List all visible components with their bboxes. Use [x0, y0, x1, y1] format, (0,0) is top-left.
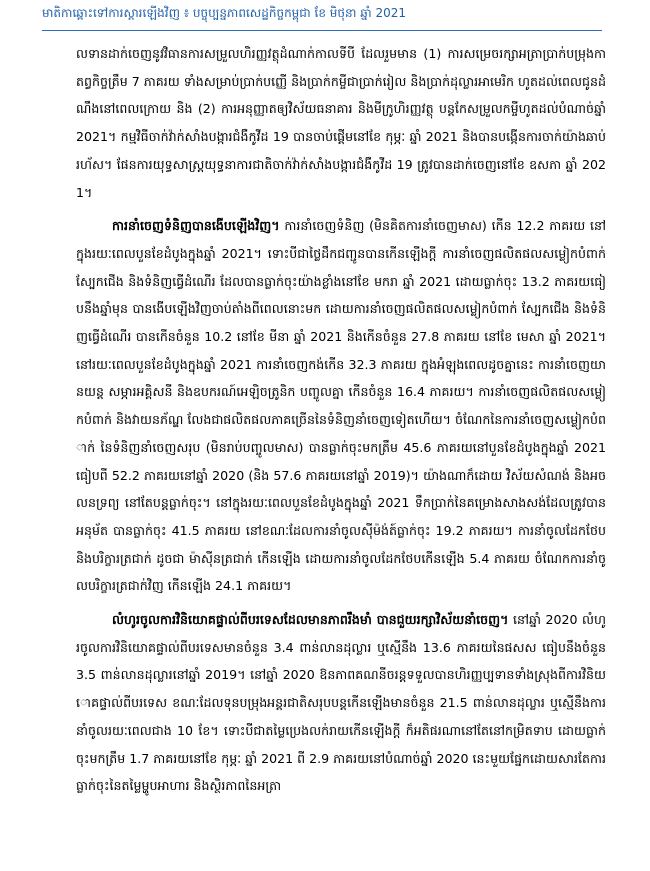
paragraph-fdi-inflows	[76, 606, 606, 800]
paragraph-lead: លំហូរចូលការវិនិយោគផ្ទាល់ពីបរទេសដែលមានភាពរឹងមាំ បានជួយរក្សាវិស័យនាំចេញ។	[112, 612, 509, 628]
document-body	[76, 40, 606, 806]
paragraph-text: លទានដាក់ចេញនូវវិធានការសម្រួលហិរញ្ញវត្ថុដំណាក់កាលទីបី ដែលរួមមាន (1) ការសម្រេចរក្សាអត្រាប្រាក់បម្រុងកាតព្វកិច្ចត្រឹម 7 ភាគរយ ទាំងសម្រាប់ប្រាក់បញ្ញើ និងប្រាក់កម្ចីជាប្រាក់រៀល និងប្រាក់ដុល្លារអាមេរិក ហូតដល់ពេលជូនដំណឹងនៅពេលក្រោយ និង (2) ការអនុញ្ញាតឲ្យវិស័យធនាគារ និងមីក្រូហិរញ្ញវត្ថុ បន្តកែសម្រួលកម្ចីហូតដល់បំណាច់ឆ្នាំ 2021។ កម្មវិធីចាក់វ៉ាក់សាំងបង្ការជំងឺកូវីដ 19 បានចាប់ផ្ដើមនៅខែ កុម្ភៈ ឆ្នាំ 2021 និងបានបង្កើនការចាក់យ៉ាងឆាប់រហ័ស។ ផែនការយុទ្ធសាស្ត្រយុទ្ធនាការជាតិចាក់វ៉ាក់សាំងបង្ការជំងឺកូវីដ 19 ត្រូវបានដាក់ចេញនៅខែ ឧសភា ឆ្នាំ 2021។	[76, 46, 606, 200]
paragraph-text: ការនាំចេញទំនិញ (មិនគិតការនាំចេញមាស) កើន 12.2 ភាគរយ នៅក្នុងរយៈពេលបួនខែដំបូងក្នុងឆ្នាំ 2021។ ទោះបីជាថ្លៃដឹកជញ្ជូនបានកើនឡើងក្ដី ការនាំចេញផលិតផលសម្លៀកបំពាក់ ស្បែកជើង និងទំនិញធ្វើដំណើរ ដែលបានធ្លាក់ចុះយ៉ាងខ្លាំងនៅខែ មករា ឆ្នាំ 2021 ដោយធ្លាក់ចុះ 13.2 ភាគរយធៀបនឹងឆ្នាំមុន បានងើបឡើងវិញចាប់តាំងពីពេលនោះមក ដោយការនាំចេញផលិតផលសម្លៀកបំពាក់ ស្បែកជើង និងទំនិញធ្វើដំណើរ បានកើនចំនួន 10.2 នៅខែ មីនា ឆ្នាំ 2021 និងកើនចំនួន 27.8 ភាគរយ នៅខែ មេសា ឆ្នាំ 2021។ នៅរយៈពេលបួនខែដំបូងក្នុងឆ្នាំ 2021 ការនាំចេញកង់កើន 32.3 ភាគរយ ក្នុងអំឡុងពេលដូចគ្នានេះ ការនាំចេញយានយន្ត សម្ភារអគ្គិសនី និងឧបករណ៍អេឡិចត្រូនិក បញ្ចូលគ្នា កើនចំនួន 16.4 ភាគរយ។ ការនាំចេញផលិតផលសម្លៀកបំពាក់ និងវាយនភ័ណ្ឌ លែងជាផលិតផលភាគច្រើននៃទំនិញនាំចេញទៀតហើយ។ ចំណែកនៃការនាំចេញសម្លៀកបំពាក់ នៃទំនិញនាំចេញសរុប (មិនរាប់បញ្ចូលមាស) បានធ្លាក់ចុះមកត្រឹម 45.6 ភាគរយនៅបួនខែដំបូងក្នុងឆ្នាំ 2021 ធៀបពី 52.2 ភាគរយនៅឆ្នាំ 2020 (និង 57.6 ភាគរយនៅឆ្នាំ 2019)។ យ៉ាងណាក៏ដោយ វិស័យសំណង់ និងអចលនទ្រព្យ នៅតែបន្តធ្លាក់ចុះ។ នៅក្នុងរយៈពេលបួនខែដំបូងក្នុងឆ្នាំ 2021 ទឹកប្រាក់នៃគម្រោងសាងសង់ដែលត្រូវបានអនុម័ត បានធ្លាក់ចុះ 41.5 ភាគរយ នៅខណៈដែលការនាំចូលស៊ីម៉ង់ត៍ធ្លាក់ចុះ 19.2 ភាគរយ។ ការនាំចូលដែកថែប និងបរិក្ខារត្រជាក់ ដូចជា ម៉ាស៊ីនត្រជាក់ កើនឡើង ដោយការនាំចូលដែកថែបកើនឡើង 5.4 ភាគរយ ចំណែកការនាំចូលបរិក្ខារត្រជាក់វិញ កើនឡើង 24.1 ភាគរយ។	[76, 218, 606, 594]
paragraph-text: នៅឆ្នាំ 2020 លំហូរចូលការវិនិយោគផ្ទាល់ពីបរទេសមានចំនួន 3.4 ពាន់លានដុល្លារ ឬស្មើនឹង 13.6 ភាគរយនៃផសស ធៀបនឹងចំនួន 3.5 ពាន់លានដុល្លារនៅឆ្នាំ 2019។ នៅឆ្នាំ 2020 ឱនភាពគណនីចរន្តទទួលបានហិរញ្ញប្បទានទាំងស្រុងពីការវិនិយោគផ្ទាល់ពីបរទេស ខណៈដែលទុនបម្រុងអន្តរជាតិសរុបបន្តកើនឡើងមានចំនួន 21.5 ពាន់លានដុល្លារ ឬស្មើនឹងការនាំចូលរយៈពេលជាង 10 ខែ។ ទោះបីជាតម្លៃប្រេងលក់រាយកើនឡើងក្ដី ក៏អតិផរណានៅតែនៅកម្រិតទាប ដោយធ្លាក់ចុះមកត្រឹម 1.7 ភាគរយនៅខែ កុម្ភៈ ឆ្នាំ 2021 ពី 2.9 ភាគរយនៅបំណាច់ឆ្នាំ 2020 នេះមួយផ្នែកដោយសារតែការធ្លាក់ចុះនៃតម្លៃម្ហូបអាហារ និងស្ថិរភាពនៃអត្រា	[76, 612, 606, 794]
paragraph-exports-recovery	[76, 212, 606, 600]
paragraph-monetary-measures	[76, 40, 606, 206]
paragraph-lead: ការនាំចេញទំនិញបានងើបឡើងវិញ។	[112, 218, 280, 234]
page-header	[42, 4, 602, 31]
header-title: មាតិកាឆ្ពោះទៅការស្ដារឡើងវិញ ៖ បច្ចុប្បន្នភាពសេដ្ឋកិច្ចកម្ពុជា ខែ មិថុនា ឆ្នាំ 2021	[42, 6, 407, 20]
